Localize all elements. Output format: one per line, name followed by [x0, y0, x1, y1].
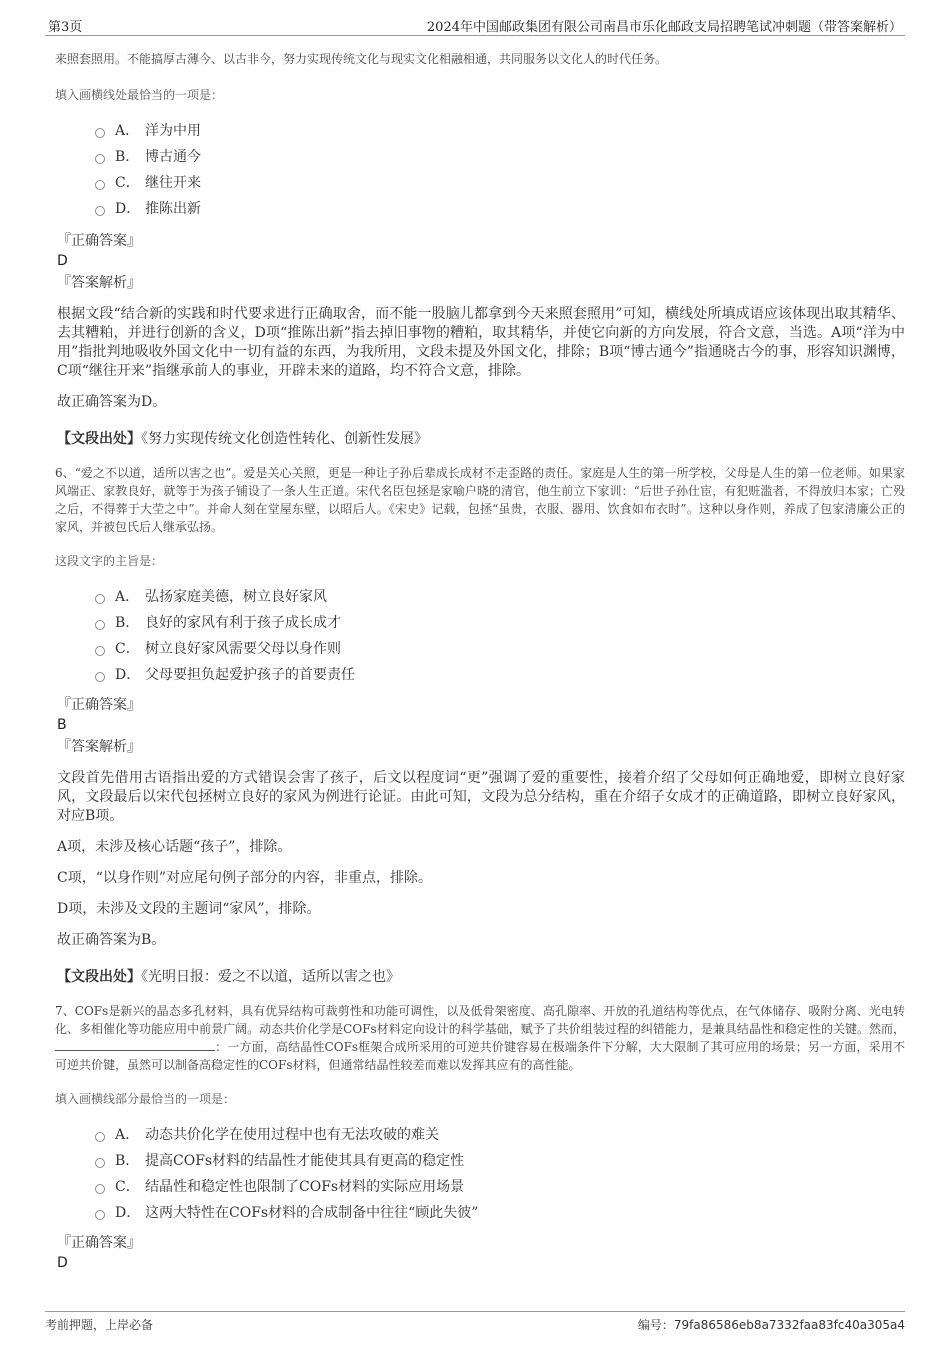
question-stem: 7、COFs是新兴的晶态多孔材料，具有优异结构可裁剪性和功能可调性，以及低骨架密度、高孔隙率、开放的孔道结构等优点，在气体储存、吸附分离、光电转化、多相催化等功能应用中前景广阔。动态共价化学是COFs材料定向设计的科学基础，赋予了共价组装过程的纠错能力，是兼具结晶性和稳定性的关键。然而，：一方面，高结晶性COFs框架合成所采用的可逆共价键容易在极端条件下分解，大大限制了其可应用的场景；另一方面，采用不可逆共价键，虽然可以制备高稳定性的COFs材料，但通常结晶性较差而难以发挥其应有的高性能。: [55, 1004, 905, 1072]
source-citation: 【文段出处】《努力实现传统文化创造性转化、创新性发展》: [57, 431, 428, 447]
option-list: [95, 1121, 905, 1225]
radio-icon[interactable]: [95, 1158, 105, 1168]
option-b[interactable]: B． 良好的家风有利于孩子成长成才: [95, 609, 905, 635]
analysis-text: 文段首先借用古语指出爱的方式错误会害了孩子，后文以程度词“更”强调了爱的重要性，接着介绍了父母如何正确地爱，即树立良好家风，文段最后以宋代包拯树立良好的家风为例进行论证。由此可知，文段为总分结构，重在介绍子女成才的正确道路，即树立良好家风，对应B项。: [57, 770, 905, 824]
analysis-item-c: C项，“以身作则”对应尾句例子部分的内容，非重点，排除。: [57, 870, 433, 886]
analysis-conclusion: 故正确答案为D。: [57, 394, 167, 410]
option-c[interactable]: C． 树立良好家风需要父母以身作则: [95, 635, 905, 661]
radio-icon[interactable]: [95, 1132, 105, 1142]
answer-value: B: [57, 717, 67, 733]
answer-label: 『正确答案』: [57, 233, 141, 249]
question-prompt: 填入画横线部分最恰当的一项是：: [55, 1092, 236, 1106]
page-header: [45, 14, 905, 36]
document-body: [55, 36, 905, 1273]
answer-value: D: [57, 253, 68, 269]
footer-slogan: 考前押题，上岸必备: [45, 1318, 154, 1332]
question-5: [55, 50, 905, 448]
analysis-item-a: A项，未涉及核心话题“孩子”，排除。: [57, 839, 292, 855]
option-b[interactable]: B． 博古通今: [95, 143, 905, 169]
question-stem: 6、“爱之不以道，适所以害之也”。爱是关心关照，更是一种让子孙后辈成长成材不走歪路的责任。家庭是人生的第一所学校，父母是人生的第一位老师。如果家风端正、家教良好，就等于为孩子铺设了一条人生正道。宋代名臣包拯是家喻户晓的清官，他生前立下家训：“后世子孙仕宦，有犯赃滥者，不得放归本家；亡殁之后，不得葬于大茔之中”。并命人刻在堂屋东壁，以昭后人。《宋史》记载，包拯“虽贵，衣服、器用、饮食如布衣时”。这种以身作则，养成了包家清廉公正的家风，并被包氏后人继承弘扬。: [55, 466, 905, 534]
page-number: 第3页: [48, 20, 83, 35]
question-6: [55, 464, 905, 986]
radio-icon[interactable]: [95, 180, 105, 190]
analysis-label: 『答案解析』: [57, 275, 141, 291]
analysis-label: 『答案解析』: [57, 739, 141, 755]
document-id: 编号：79fa86586eb8a7332faa83fc40a305a4: [637, 1318, 905, 1332]
question-prompt: 这段文字的主旨是：: [55, 554, 164, 568]
question-7: [55, 1002, 905, 1273]
option-b[interactable]: B． 提高COFs材料的结晶性才能使其具有更高的稳定性: [95, 1147, 905, 1173]
radio-icon[interactable]: [95, 672, 105, 682]
option-a[interactable]: A． 动态共价化学在使用过程中也有无法攻破的难关: [95, 1121, 905, 1147]
radio-icon[interactable]: [95, 620, 105, 630]
radio-icon[interactable]: [95, 128, 105, 138]
option-d[interactable]: D． 这两大特性在COFs材料的合成制备中往往“顾此失彼”: [95, 1199, 905, 1225]
analysis-item-d: D项，未涉及文段的主题词“家风”，排除。: [57, 901, 321, 917]
radio-icon[interactable]: [95, 646, 105, 656]
analysis-text: 根据文段“结合新的实践和时代要求进行正确取舍，而不能一股脑儿都拿到今天来照套照用”可知，横线处所填成语应该体现出取其精华、去其糟粕，并进行创新的含义，D项“推陈出新”指去掉旧事物的糟粕，取其精华，并使它向新的方向发展，符合文意，当选。A项“洋为中用”指批判地吸收外国文化中一切有益的东西，为我所用，文段未提及外国文化，排除；B项“博古通今”指通晓古今的事，形容知识渊博，C项“继往开来”指继承前人的事业，开辟未来的道路，均不符合文意，排除。: [57, 306, 905, 379]
option-list: [95, 583, 905, 687]
question-prompt: 填入画横线处最恰当的一项是：: [55, 88, 224, 102]
option-c[interactable]: C． 继往开来: [95, 169, 905, 195]
radio-icon[interactable]: [95, 594, 105, 604]
option-c[interactable]: C． 结晶性和稳定性也限制了COFs材料的实际应用场景: [95, 1173, 905, 1199]
answer-value: D: [57, 1255, 68, 1271]
option-list: [95, 117, 905, 221]
answer-label: 『正确答案』: [57, 697, 141, 713]
source-citation: 【文段出处】《光明日报：爱之不以道，适所以害之也》: [57, 969, 400, 985]
analysis-conclusion: 故正确答案为B。: [57, 932, 166, 948]
option-d[interactable]: D． 父母要担负起爱护孩子的首要责任: [95, 661, 905, 687]
option-a[interactable]: A． 弘扬家庭美德，树立良好家风: [95, 583, 905, 609]
page-footer: [45, 1311, 905, 1335]
fill-blank: [55, 1039, 215, 1051]
question-stem-tail: 来照套照用。不能搞厚古薄今、以古非今，努力实现传统文化与现实文化相融相通，共同服务以文化人的时代任务。: [55, 52, 668, 66]
radio-icon[interactable]: [95, 1210, 105, 1220]
option-d[interactable]: D． 推陈出新: [95, 195, 905, 221]
option-a[interactable]: A． 洋为中用: [95, 117, 905, 143]
answer-label: 『正确答案』: [57, 1235, 141, 1251]
document-title: 2024年中国邮政集团有限公司南昌市乐化邮政支局招聘笔试冲刺题（带答案解析）: [426, 20, 902, 35]
radio-icon[interactable]: [95, 1184, 105, 1194]
radio-icon[interactable]: [95, 206, 105, 216]
radio-icon[interactable]: [95, 154, 105, 164]
